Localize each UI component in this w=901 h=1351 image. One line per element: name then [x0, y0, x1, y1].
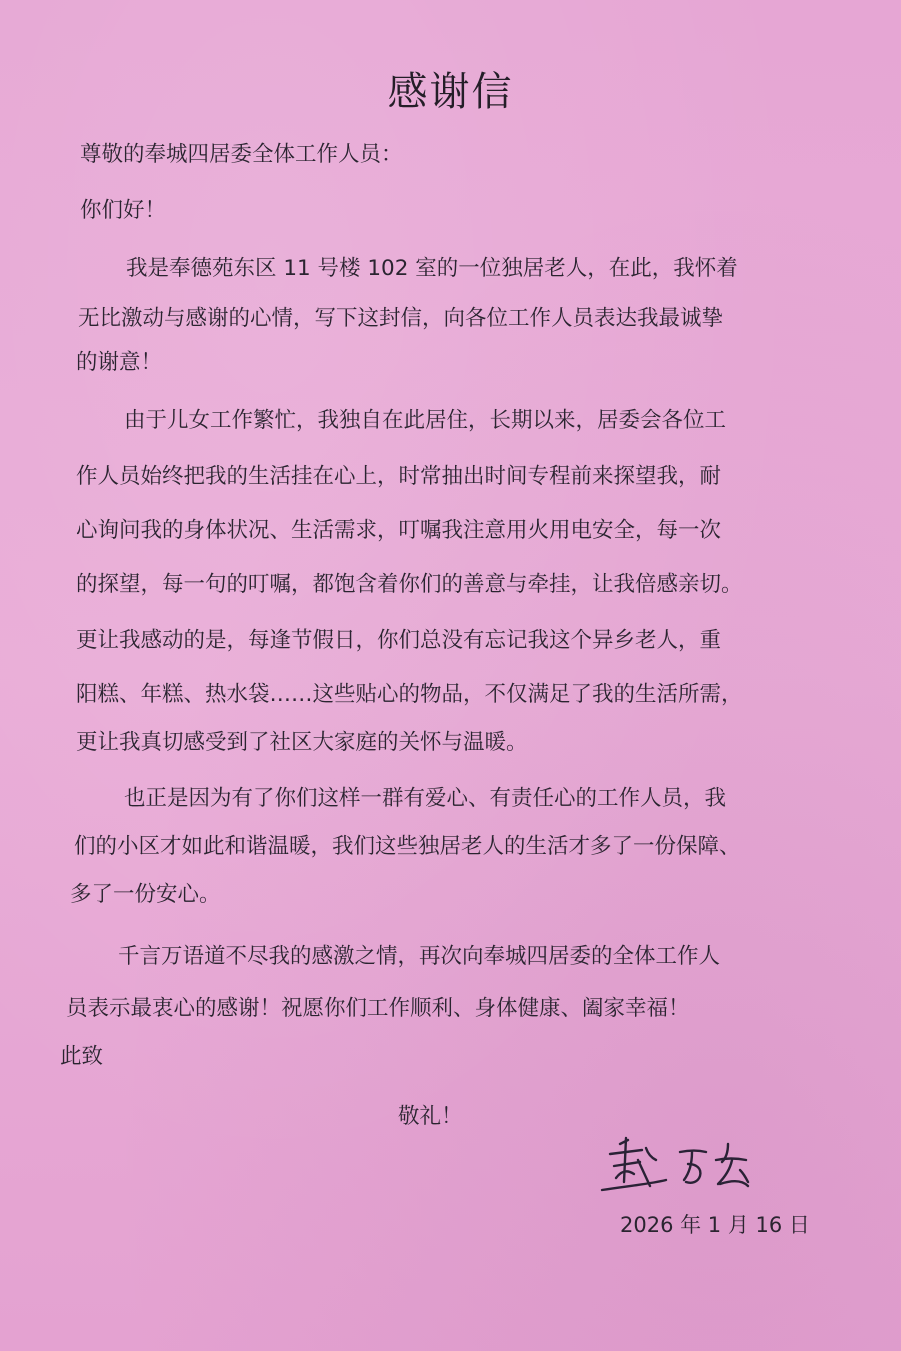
body-line: 由于儿女工作繁忙，我独自在此居住，长期以来，居委会各位工 — [124, 408, 727, 433]
letter-date: 2026 年 1 月 16 日 — [620, 1213, 810, 1237]
body-line: 更让我感动的是，每逢节假日，你们总没有忘记我这个异乡老人，重 — [76, 628, 722, 653]
body-line: 我是奉德苑东区 11 号楼 102 室的一位独居老人，在此，我怀着 — [126, 256, 738, 281]
body-line: 员表示最衷心的感谢！祝愿你们工作顺利、身体健康、阖家幸福！ — [66, 996, 690, 1021]
body-line: 千言万语道不尽我的感激之情，再次向奉城四居委的全体工作人 — [118, 944, 721, 969]
closing: 此致 — [60, 1044, 104, 1069]
regards: 敬礼！ — [398, 1104, 463, 1129]
body-line: 的谢意！ — [76, 350, 163, 375]
body-line: 无比激动与感谢的心情，写下这封信，向各位工作人员表达我最诚挚 — [78, 306, 724, 331]
body-line: 更让我真切感受到了社区大家庭的关怀与温暖。 — [76, 730, 528, 755]
letter-title: 感谢信 — [387, 69, 514, 115]
body-line: 也正是因为有了你们这样一群有爱心、有责任心的工作人员，我 — [124, 786, 727, 811]
handwritten-signature — [598, 1130, 768, 1202]
body-line: 心询问我的身体状况、生活需求，叮嘱我注意用火用电安全，每一次 — [76, 518, 722, 543]
body-line: 作人员始终把我的生活挂在心上，时常抽出时间专程前来探望我，耐 — [76, 464, 722, 489]
body-line: 们的小区才如此和谐温暖，我们这些独居老人的生活才多了一份保障、 — [74, 834, 741, 859]
body-line: 多了一份安心。 — [70, 882, 221, 907]
body-line: 的探望，每一句的叮嘱，都饱含着你们的善意与牵挂，让我倍感亲切。 — [76, 572, 743, 597]
body-line: 阳糕、年糕、热水袋……这些贴心的物品，不仅满足了我的生活所需， — [76, 682, 743, 707]
salutation: 尊敬的奉城四居委全体工作人员： — [80, 142, 403, 167]
greeting: 你们好！ — [80, 198, 167, 223]
